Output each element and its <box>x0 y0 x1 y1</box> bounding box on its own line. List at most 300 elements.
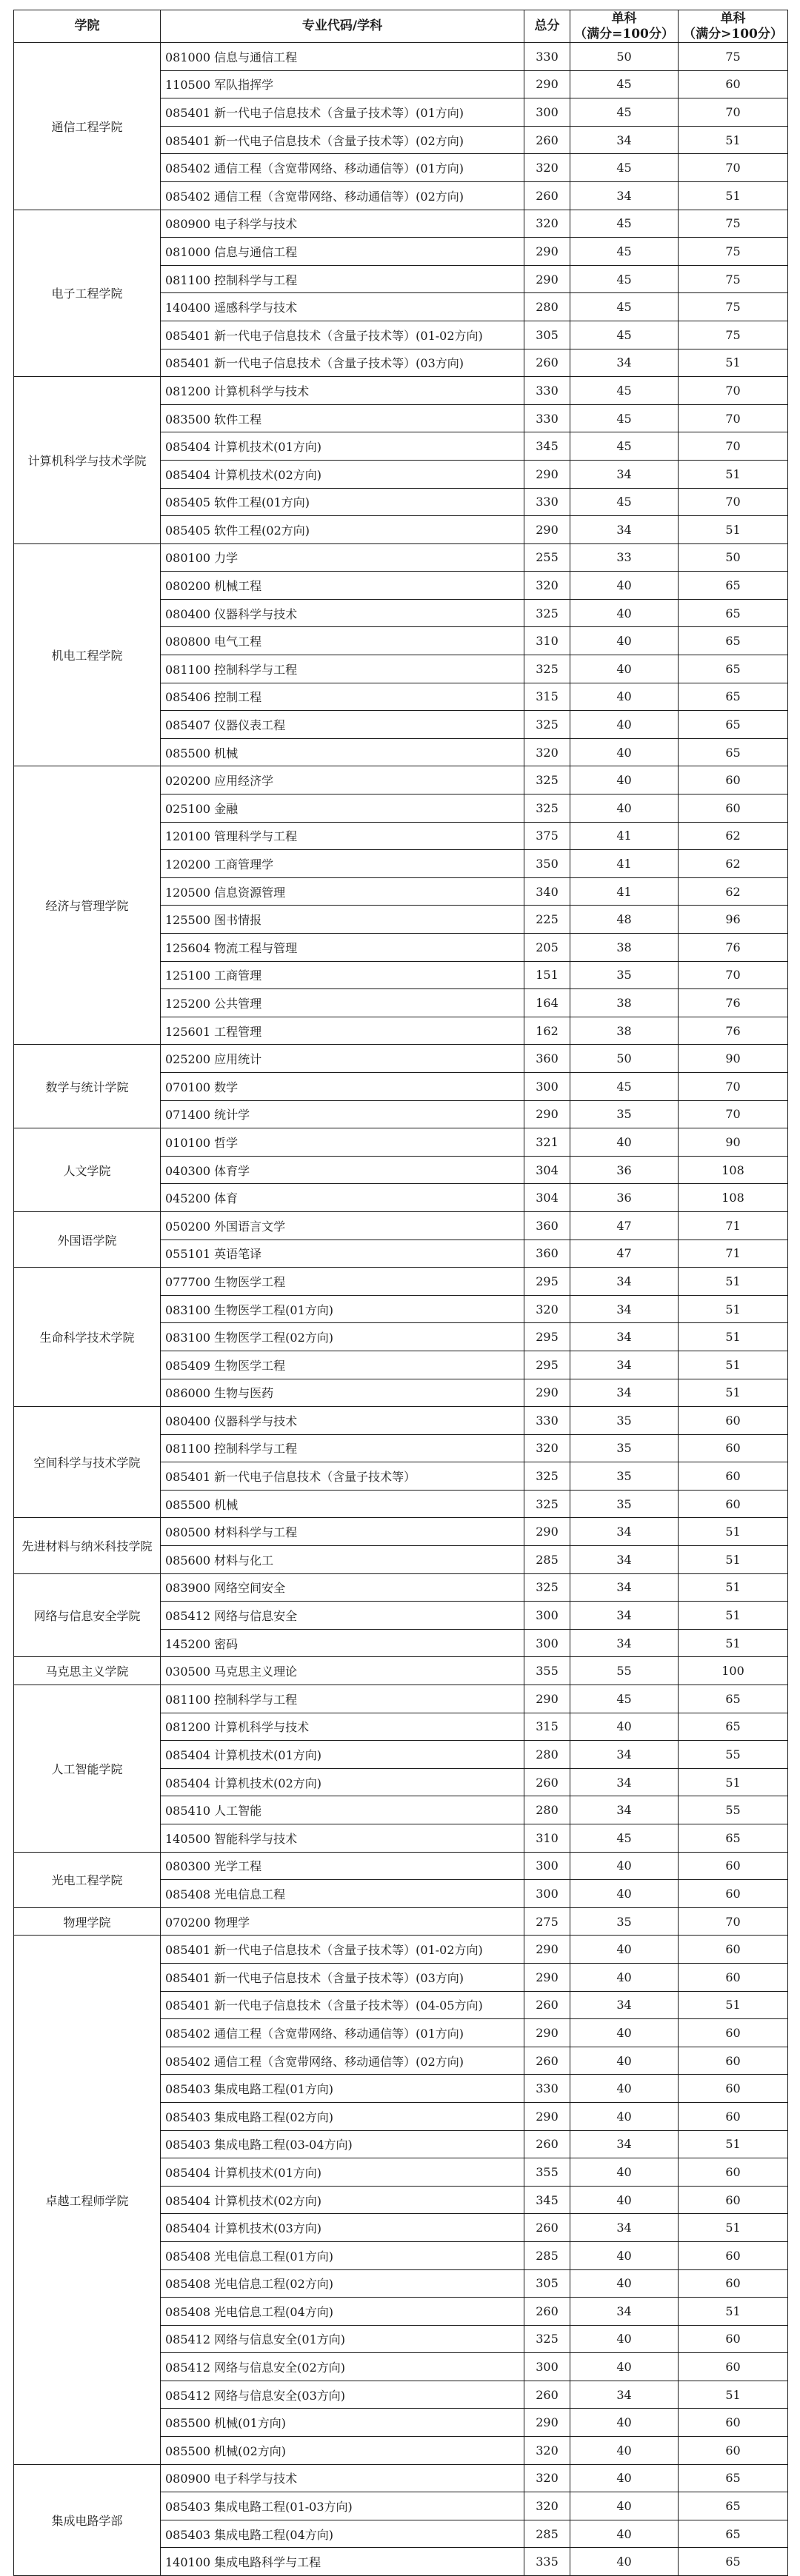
single-high-cell: 108 <box>679 1156 788 1184</box>
single-high-cell: 70 <box>679 1072 788 1100</box>
major-cell: 080400 仪器科学与技术 <box>161 1407 524 1435</box>
total-score-cell: 315 <box>524 1713 570 1741</box>
single-high-cell: 51 <box>679 1629 788 1657</box>
single-high-cell: 60 <box>679 1462 788 1491</box>
single-low-cell: 45 <box>570 154 679 182</box>
major-cell: 085500 机械(02方向) <box>161 2437 524 2465</box>
single-low-cell: 35 <box>570 1434 679 1462</box>
single-high-cell: 76 <box>679 934 788 962</box>
major-cell: 085404 计算机技术(03方向) <box>161 2214 524 2242</box>
total-score-cell: 260 <box>524 126 570 154</box>
major-cell: 070200 物理学 <box>161 1907 524 1936</box>
header-single-high-bottom: （满分>100分） <box>683 26 783 41</box>
single-low-cell: 40 <box>570 2241 679 2269</box>
total-score-cell: 360 <box>524 1045 570 1073</box>
total-score-cell: 330 <box>524 377 570 405</box>
total-score-cell: 355 <box>524 1657 570 1685</box>
major-cell: 125604 物流工程与管理 <box>161 934 524 962</box>
single-low-cell: 40 <box>570 2325 679 2353</box>
total-score-cell: 260 <box>524 2214 570 2242</box>
total-score-cell: 164 <box>524 989 570 1017</box>
total-score-cell: 325 <box>524 711 570 739</box>
table-body <box>14 43 788 2576</box>
major-cell: 120500 信息资源管理 <box>161 877 524 906</box>
total-score-cell: 290 <box>524 2102 570 2130</box>
total-score-cell: 205 <box>524 934 570 962</box>
major-cell: 085404 计算机技术(01方向) <box>161 432 524 461</box>
single-low-cell: 40 <box>570 2158 679 2187</box>
major-cell: 030500 马克思主义理论 <box>161 1657 524 1685</box>
single-low-cell: 40 <box>570 794 679 823</box>
major-cell: 081100 控制科学与工程 <box>161 265 524 293</box>
total-score-cell: 290 <box>524 70 570 98</box>
single-low-cell: 40 <box>570 1963 679 1991</box>
single-low-cell: 35 <box>570 1907 679 1936</box>
major-cell: 110500 军队指挥学 <box>161 70 524 98</box>
single-high-cell: 70 <box>679 961 788 989</box>
total-score-cell: 320 <box>524 1295 570 1323</box>
single-high-cell: 60 <box>679 1963 788 1991</box>
single-high-cell: 71 <box>679 1211 788 1240</box>
total-score-cell: 355 <box>524 2158 570 2187</box>
major-cell: 120100 管理科学与工程 <box>161 822 524 850</box>
single-high-cell: 51 <box>679 1768 788 1796</box>
total-score-cell: 320 <box>524 738 570 766</box>
major-cell: 085408 光电信息工程(04方向) <box>161 2298 524 2326</box>
single-high-cell: 60 <box>679 2353 788 2381</box>
major-cell: 085403 集成电路工程(01-03方向) <box>161 2492 524 2520</box>
major-cell: 085410 人工智能 <box>161 1796 524 1824</box>
total-score-cell: 340 <box>524 877 570 906</box>
single-high-cell: 75 <box>679 210 788 238</box>
total-score-cell: 300 <box>524 1629 570 1657</box>
single-high-cell: 76 <box>679 989 788 1017</box>
single-low-cell: 41 <box>570 822 679 850</box>
major-cell: 070100 数学 <box>161 1072 524 1100</box>
single-low-cell: 40 <box>570 627 679 655</box>
single-high-cell: 60 <box>679 1852 788 1880</box>
single-low-cell: 34 <box>570 1991 679 2019</box>
single-low-cell: 34 <box>570 2214 679 2242</box>
major-cell: 140400 遥感科学与技术 <box>161 293 524 321</box>
single-high-cell: 70 <box>679 154 788 182</box>
single-low-cell: 40 <box>570 655 679 683</box>
header-single-low <box>570 10 679 43</box>
total-score-cell: 151 <box>524 961 570 989</box>
single-low-cell: 36 <box>570 1156 679 1184</box>
single-low-cell: 34 <box>570 126 679 154</box>
major-cell: 080400 仪器科学与技术 <box>161 599 524 627</box>
single-high-cell: 70 <box>679 432 788 461</box>
single-high-cell: 62 <box>679 822 788 850</box>
single-high-cell: 70 <box>679 488 788 516</box>
major-cell: 085412 网络与信息安全(01方向) <box>161 2325 524 2353</box>
table-row <box>14 2464 788 2492</box>
single-high-cell: 60 <box>679 2047 788 2075</box>
major-cell: 080900 电子科学与技术 <box>161 2464 524 2492</box>
single-low-cell: 34 <box>570 1546 679 1574</box>
single-low-cell: 34 <box>570 1796 679 1824</box>
major-cell: 085401 新一代电子信息技术（含量子技术等）(01方向) <box>161 98 524 127</box>
single-low-cell: 45 <box>570 1824 679 1853</box>
single-low-cell: 45 <box>570 432 679 461</box>
major-cell: 083100 生物医学工程(01方向) <box>161 1295 524 1323</box>
table-row <box>14 1573 788 1602</box>
single-high-cell: 65 <box>679 2464 788 2492</box>
single-low-cell: 40 <box>570 1713 679 1741</box>
single-low-cell: 41 <box>570 877 679 906</box>
table-row <box>14 1128 788 1157</box>
major-cell: 040300 体育学 <box>161 1156 524 1184</box>
header-school: 学院 <box>14 10 161 43</box>
major-cell: 085402 通信工程（含宽带网络、移动通信等）(02方向) <box>161 2047 524 2075</box>
single-high-cell: 51 <box>679 1351 788 1379</box>
single-high-cell: 51 <box>679 1268 788 1296</box>
single-low-cell: 45 <box>570 488 679 516</box>
total-score-cell: 320 <box>524 2464 570 2492</box>
table-row <box>14 1852 788 1880</box>
single-high-cell: 65 <box>679 627 788 655</box>
single-low-cell: 34 <box>570 2298 679 2326</box>
table-row <box>14 1268 788 1296</box>
major-cell: 081000 信息与通信工程 <box>161 238 524 266</box>
single-high-cell: 60 <box>679 1407 788 1435</box>
major-cell: 086000 生物与医药 <box>161 1379 524 1407</box>
table-row <box>14 766 788 794</box>
single-high-cell: 60 <box>679 70 788 98</box>
single-high-cell: 65 <box>679 1713 788 1741</box>
single-low-cell: 40 <box>570 2075 679 2103</box>
single-high-cell: 65 <box>679 1685 788 1713</box>
single-high-cell: 60 <box>679 2186 788 2214</box>
single-low-cell: 40 <box>570 1880 679 1908</box>
single-low-cell: 40 <box>570 2047 679 2075</box>
single-low-cell: 40 <box>570 711 679 739</box>
total-score-cell: 304 <box>524 1156 570 1184</box>
major-cell: 085401 新一代电子信息技术（含量子技术等）(03方向) <box>161 349 524 377</box>
single-low-cell: 38 <box>570 1017 679 1045</box>
single-low-cell: 34 <box>570 1768 679 1796</box>
single-low-cell: 34 <box>570 1602 679 1630</box>
total-score-cell: 345 <box>524 2186 570 2214</box>
major-cell: 085403 集成电路工程(04方向) <box>161 2520 524 2548</box>
header-single-high-top: 单科 <box>720 10 746 26</box>
total-score-cell: 375 <box>524 822 570 850</box>
single-high-cell: 60 <box>679 2269 788 2298</box>
single-high-cell: 55 <box>679 1796 788 1824</box>
total-score-cell: 260 <box>524 1768 570 1796</box>
major-cell: 081000 信息与通信工程 <box>161 43 524 71</box>
single-high-cell: 55 <box>679 1741 788 1769</box>
school-cell: 集成电路学部 <box>14 2464 161 2575</box>
table-row <box>14 1907 788 1936</box>
total-score-cell: 330 <box>524 43 570 71</box>
major-cell: 085412 网络与信息安全 <box>161 1602 524 1630</box>
single-low-cell: 40 <box>570 738 679 766</box>
single-low-cell: 50 <box>570 43 679 71</box>
total-score-cell: 300 <box>524 98 570 127</box>
school-cell: 经济与管理学院 <box>14 766 161 1045</box>
major-cell: 085402 通信工程（含宽带网络、移动通信等）(01方向) <box>161 2019 524 2047</box>
total-score-cell: 300 <box>524 1880 570 1908</box>
single-low-cell: 45 <box>570 1072 679 1100</box>
single-low-cell: 45 <box>570 1685 679 1713</box>
total-score-cell: 345 <box>524 432 570 461</box>
major-cell: 085403 集成电路工程(01方向) <box>161 2075 524 2103</box>
school-cell: 人文学院 <box>14 1128 161 1212</box>
single-high-cell: 51 <box>679 349 788 377</box>
single-high-cell: 51 <box>679 2298 788 2326</box>
header-row <box>14 10 788 43</box>
total-score-cell: 295 <box>524 1351 570 1379</box>
single-low-cell: 45 <box>570 70 679 98</box>
single-low-cell: 40 <box>570 1852 679 1880</box>
single-high-cell: 60 <box>679 1936 788 1964</box>
single-low-cell: 50 <box>570 1045 679 1073</box>
single-high-cell: 60 <box>679 2158 788 2187</box>
major-cell: 085405 软件工程(01方向) <box>161 488 524 516</box>
major-cell: 080300 光学工程 <box>161 1852 524 1880</box>
major-cell: 085401 新一代电子信息技术（含量子技术等）(01-02方向) <box>161 321 524 349</box>
school-cell: 光电工程学院 <box>14 1852 161 1907</box>
single-high-cell: 51 <box>679 126 788 154</box>
single-low-cell: 40 <box>570 2464 679 2492</box>
table-row <box>14 1518 788 1546</box>
single-low-cell: 45 <box>570 321 679 349</box>
major-cell: 083900 网络空间安全 <box>161 1573 524 1602</box>
table-row <box>14 1211 788 1240</box>
table-row <box>14 43 788 71</box>
total-score-cell: 260 <box>524 2381 570 2409</box>
total-score-cell: 330 <box>524 488 570 516</box>
total-score-cell: 320 <box>524 154 570 182</box>
total-score-cell: 310 <box>524 627 570 655</box>
single-low-cell: 40 <box>570 2186 679 2214</box>
school-cell: 空间科学与技术学院 <box>14 1407 161 1518</box>
major-cell: 085408 光电信息工程(02方向) <box>161 2269 524 2298</box>
single-high-cell: 70 <box>679 98 788 127</box>
major-cell: 010100 哲学 <box>161 1128 524 1157</box>
single-high-cell: 65 <box>679 599 788 627</box>
major-cell: 085500 机械(01方向) <box>161 2409 524 2437</box>
major-cell: 085401 新一代电子信息技术（含量子技术等）(03方向) <box>161 1963 524 1991</box>
single-high-cell: 70 <box>679 377 788 405</box>
single-low-cell: 45 <box>570 238 679 266</box>
single-high-cell: 75 <box>679 321 788 349</box>
total-score-cell: 290 <box>524 1379 570 1407</box>
school-cell: 网络与信息安全学院 <box>14 1573 161 1657</box>
total-score-cell: 280 <box>524 1796 570 1824</box>
major-cell: 045200 体育 <box>161 1184 524 1212</box>
total-score-cell: 320 <box>524 210 570 238</box>
total-score-cell: 325 <box>524 1573 570 1602</box>
single-low-cell: 35 <box>570 961 679 989</box>
major-cell: 085409 生物医学工程 <box>161 1351 524 1379</box>
total-score-cell: 325 <box>524 794 570 823</box>
single-low-cell: 34 <box>570 1379 679 1407</box>
single-high-cell: 60 <box>679 1490 788 1518</box>
major-cell: 085403 集成电路工程(03-04方向) <box>161 2130 524 2158</box>
single-high-cell: 65 <box>679 2548 788 2576</box>
major-cell: 050200 外国语言文学 <box>161 1211 524 1240</box>
major-cell: 020200 应用经济学 <box>161 766 524 794</box>
total-score-cell: 290 <box>524 1963 570 1991</box>
total-score-cell: 360 <box>524 1240 570 1268</box>
table-row <box>14 1407 788 1435</box>
total-score-cell: 260 <box>524 181 570 210</box>
single-high-cell: 100 <box>679 1657 788 1685</box>
school-cell: 数学与统计学院 <box>14 1045 161 1128</box>
major-cell: 125100 工商管理 <box>161 961 524 989</box>
total-score-cell: 320 <box>524 2492 570 2520</box>
major-cell: 085412 网络与信息安全(02方向) <box>161 2353 524 2381</box>
major-cell: 125200 公共管理 <box>161 989 524 1017</box>
table-row <box>14 1657 788 1685</box>
total-score-cell: 290 <box>524 1518 570 1546</box>
total-score-cell: 320 <box>524 572 570 600</box>
major-cell: 125601 工程管理 <box>161 1017 524 1045</box>
single-high-cell: 51 <box>679 1573 788 1602</box>
single-high-cell: 65 <box>679 711 788 739</box>
single-low-cell: 40 <box>570 683 679 711</box>
single-high-cell: 60 <box>679 2019 788 2047</box>
major-cell: 085402 通信工程（含宽带网络、移动通信等）(02方向) <box>161 181 524 210</box>
total-score-cell: 305 <box>524 2269 570 2298</box>
single-high-cell: 60 <box>679 2241 788 2269</box>
total-score-cell: 325 <box>524 599 570 627</box>
single-high-cell: 65 <box>679 2492 788 2520</box>
single-high-cell: 70 <box>679 1907 788 1936</box>
total-score-cell: 290 <box>524 460 570 488</box>
single-low-cell: 45 <box>570 265 679 293</box>
single-high-cell: 51 <box>679 1518 788 1546</box>
total-score-cell: 310 <box>524 1824 570 1853</box>
single-high-cell: 60 <box>679 2102 788 2130</box>
major-cell: 085408 光电信息工程 <box>161 1880 524 1908</box>
total-score-cell: 325 <box>524 2325 570 2353</box>
school-cell: 电子工程学院 <box>14 210 161 377</box>
single-high-cell: 60 <box>679 1434 788 1462</box>
single-high-cell: 51 <box>679 1602 788 1630</box>
single-high-cell: 51 <box>679 1991 788 2019</box>
table-row <box>14 1936 788 1964</box>
total-score-cell: 330 <box>524 404 570 432</box>
single-low-cell: 34 <box>570 516 679 544</box>
total-score-cell: 304 <box>524 1184 570 1212</box>
single-high-cell: 51 <box>679 460 788 488</box>
major-cell: 071400 统计学 <box>161 1100 524 1128</box>
school-cell: 外国语学院 <box>14 1211 161 1267</box>
major-cell: 085404 计算机技术(02方向) <box>161 460 524 488</box>
total-score-cell: 260 <box>524 2130 570 2158</box>
total-score-cell: 280 <box>524 1741 570 1769</box>
total-score-cell: 290 <box>524 2019 570 2047</box>
school-cell: 通信工程学院 <box>14 43 161 210</box>
single-low-cell: 34 <box>570 2381 679 2409</box>
single-low-cell: 45 <box>570 404 679 432</box>
major-cell: 085408 光电信息工程(01方向) <box>161 2241 524 2269</box>
single-high-cell: 51 <box>679 2130 788 2158</box>
single-low-cell: 40 <box>570 2409 679 2437</box>
single-high-cell: 60 <box>679 2437 788 2465</box>
single-high-cell: 60 <box>679 794 788 823</box>
single-low-cell: 55 <box>570 1657 679 1685</box>
major-cell: 080200 机械工程 <box>161 572 524 600</box>
single-low-cell: 34 <box>570 1323 679 1351</box>
single-high-cell: 90 <box>679 1128 788 1157</box>
major-cell: 081100 控制科学与工程 <box>161 655 524 683</box>
school-cell: 物理学院 <box>14 1907 161 1936</box>
major-cell: 145200 密码 <box>161 1629 524 1657</box>
single-low-cell: 47 <box>570 1211 679 1240</box>
total-score-cell: 325 <box>524 1462 570 1491</box>
single-high-cell: 51 <box>679 516 788 544</box>
header-single-low-top: 单科 <box>611 10 637 26</box>
single-high-cell: 51 <box>679 1379 788 1407</box>
total-score-cell: 290 <box>524 2409 570 2437</box>
total-score-cell: 330 <box>524 2075 570 2103</box>
single-low-cell: 36 <box>570 1184 679 1212</box>
major-cell: 083100 生物医学工程(02方向) <box>161 1323 524 1351</box>
header-total: 总分 <box>524 10 570 43</box>
school-cell: 先进材料与纳米科技学院 <box>14 1518 161 1573</box>
single-low-cell: 34 <box>570 2130 679 2158</box>
single-low-cell: 34 <box>570 460 679 488</box>
single-high-cell: 65 <box>679 1824 788 1853</box>
score-table <box>13 10 788 2576</box>
single-high-cell: 51 <box>679 181 788 210</box>
major-cell: 120200 工商管理学 <box>161 850 524 878</box>
total-score-cell: 350 <box>524 850 570 878</box>
major-cell: 085404 计算机技术(02方向) <box>161 1768 524 1796</box>
single-low-cell: 40 <box>570 572 679 600</box>
single-low-cell: 34 <box>570 349 679 377</box>
single-low-cell: 34 <box>570 1268 679 1296</box>
single-low-cell: 40 <box>570 2102 679 2130</box>
school-cell: 卓越工程师学院 <box>14 1936 161 2464</box>
major-cell: 085407 仪器仪表工程 <box>161 711 524 739</box>
major-cell: 085404 计算机技术(02方向) <box>161 2186 524 2214</box>
single-high-cell: 65 <box>679 2520 788 2548</box>
single-low-cell: 34 <box>570 1351 679 1379</box>
total-score-cell: 320 <box>524 2437 570 2465</box>
major-cell: 080800 电气工程 <box>161 627 524 655</box>
total-score-cell: 300 <box>524 1602 570 1630</box>
major-cell: 085402 通信工程（含宽带网络、移动通信等）(01方向) <box>161 154 524 182</box>
major-cell: 085404 计算机技术(01方向) <box>161 2158 524 2187</box>
single-low-cell: 45 <box>570 210 679 238</box>
single-high-cell: 60 <box>679 2075 788 2103</box>
major-cell: 085500 机械 <box>161 738 524 766</box>
school-cell: 马克思主义学院 <box>14 1657 161 1685</box>
major-cell: 055101 英语笔译 <box>161 1240 524 1268</box>
school-cell: 计算机科学与技术学院 <box>14 377 161 544</box>
single-high-cell: 62 <box>679 877 788 906</box>
major-cell: 025200 应用统计 <box>161 1045 524 1073</box>
single-low-cell: 40 <box>570 2019 679 2047</box>
single-low-cell: 40 <box>570 2269 679 2298</box>
single-low-cell: 34 <box>570 1295 679 1323</box>
school-cell: 机电工程学院 <box>14 543 161 766</box>
single-low-cell: 40 <box>570 599 679 627</box>
major-cell: 140500 智能科学与技术 <box>161 1824 524 1853</box>
major-cell: 085412 网络与信息安全(03方向) <box>161 2381 524 2409</box>
major-cell: 085403 集成电路工程(02方向) <box>161 2102 524 2130</box>
major-cell: 085401 新一代电子信息技术（含量子技术等）(02方向) <box>161 126 524 154</box>
single-high-cell: 51 <box>679 1546 788 1574</box>
single-low-cell: 34 <box>570 181 679 210</box>
total-score-cell: 290 <box>524 1100 570 1128</box>
